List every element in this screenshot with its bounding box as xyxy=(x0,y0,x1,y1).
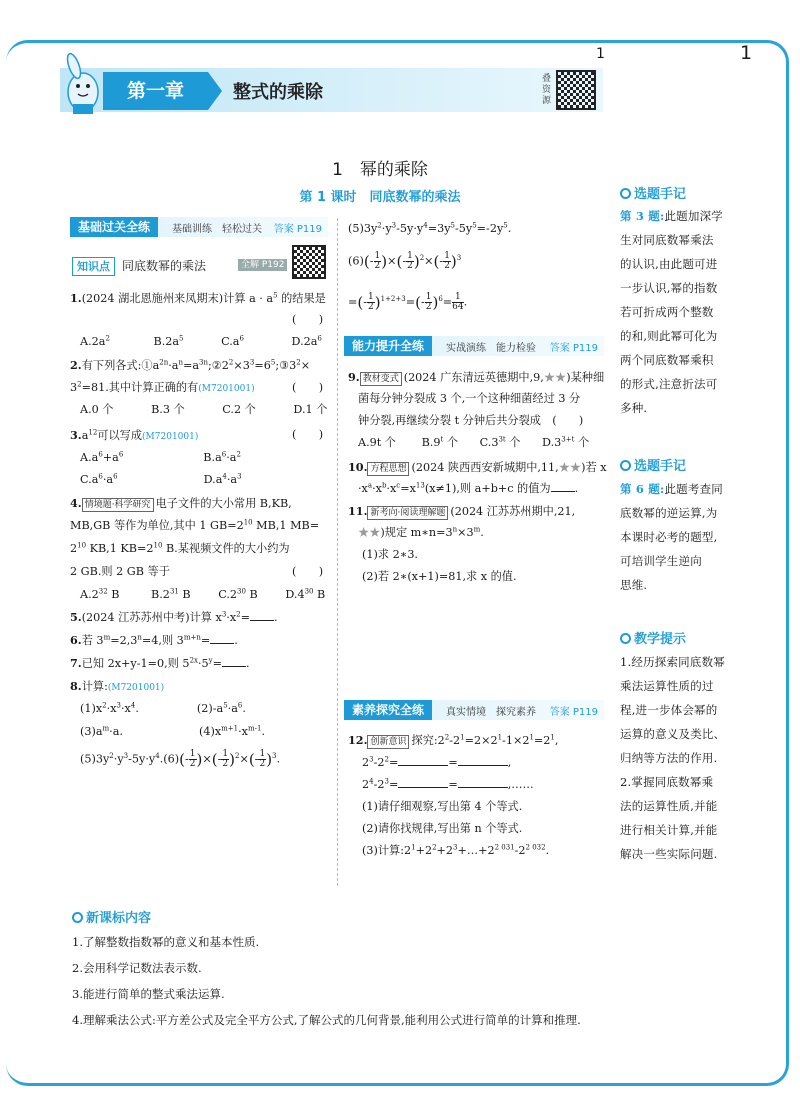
q9-l2: 菌每分钟分裂成 3 个,一个这种细菌经过 3 分 xyxy=(358,392,581,405)
q7: 7.已知 2x+y-1=0,则 $5^{2x}\cdot 5^y=$ . xyxy=(70,656,250,670)
note3-line7: 进行相关计算,并能 xyxy=(620,823,718,837)
note3-line8: 解决一些实际问题. xyxy=(620,847,718,861)
note1-title: 选题手记 xyxy=(620,183,686,202)
q11-part2: (2)若 2∗(x+1)=81,求 x 的值. xyxy=(362,570,517,583)
column-divider xyxy=(337,218,338,886)
basic-tag: 基础过关全练 xyxy=(70,217,158,237)
knowledge-name: 同底数幂的乘法 xyxy=(122,259,207,273)
note3-line6: 法的运算性质,并能 xyxy=(620,799,718,813)
ability-bar xyxy=(344,336,604,356)
note3-line3: 运算的意义及类比、 xyxy=(620,727,726,741)
q12-l3: $2^4-2^3=$ = ,…… xyxy=(362,777,534,791)
q3-paren: ( ) xyxy=(292,428,324,441)
note2-line3: 可培训学生逆向 xyxy=(620,554,702,568)
note-icon xyxy=(620,188,631,199)
note2-title: 选题手记 xyxy=(620,455,686,474)
note3-line2: 程,进一步体会幂的 xyxy=(620,703,718,717)
q5: 5.(2024 江苏苏州中考)计算 $x^3\cdot x^2=$ . xyxy=(70,610,278,624)
q1: 1.(2024 湖北恩施州来凤期末)计算 $a \cdot a^5$ 的结果是 xyxy=(70,291,326,305)
q3-options-2: $C.a^6\cdot a^6$ $D.a^4\cdot a^3$ xyxy=(80,472,242,486)
q4-options: $A.2^{32}$ B $B.2^{31}$ B $C.2^{30}$ B $D.4^{30}$ B xyxy=(80,587,326,601)
note-icon xyxy=(620,460,631,471)
qr-code-icon[interactable] xyxy=(292,245,326,279)
curriculum-item: 3.能进行简单的整式乘法运算. xyxy=(72,987,225,1001)
inquiry-bar xyxy=(344,700,604,720)
note1-line5: 的和,则此幂可化为 xyxy=(620,329,718,343)
note3-line0: 1.经历探索同底数幂 xyxy=(620,655,725,669)
q8-row2: $(3)a^m\cdot a$. $(4)x^{m+1}\cdot x^{m-1}$. xyxy=(80,724,266,738)
note1-line1: 生对同底数幂乘法 xyxy=(620,233,714,247)
note2-line4: 思维. xyxy=(620,578,648,592)
q4: 4. 情境题·科学研究 电子文件的大小常用 B,KB, xyxy=(70,496,292,510)
full-solution-ref[interactable]: 全解 P192 xyxy=(238,259,287,271)
q2-options: A.0 个 B.3 个 C.2 个 D.1 个 xyxy=(80,403,328,416)
note1-line7: 的形式,注意折法可 xyxy=(620,377,718,391)
q12-part1: (1)请仔细观察,写出第 4 个等式. xyxy=(362,800,523,813)
curriculum-item: 4.理解乘法公式:平方差公式及完全平方公式,了解公式的几何背景,能利用公式进行简单的计算和推理. xyxy=(72,1013,581,1027)
q4-l4: 2 GB.则 2 GB 等于 xyxy=(70,565,170,578)
chapter-title: 整式的乘除 xyxy=(233,82,323,103)
note3-title: 教学提示 xyxy=(620,628,686,647)
inquiry-answer-ref[interactable]: 答案 P119 xyxy=(549,707,598,718)
q11-l2: ★★)规定 $m∗n=3^n\times 3^m$. xyxy=(358,525,484,539)
lesson-title: 第 1 课时 同底数幂的乘法 xyxy=(299,190,461,205)
q2-paren: ( ) xyxy=(292,381,324,394)
q4-l2: MB,GB 等作为单位,其中 1 $GB=2^{10}$ MB,1 MB= xyxy=(70,518,320,532)
q12-part2: (2)请你找规律,写出第 n 个等式. xyxy=(362,822,523,835)
q10-l2: $\cdot x^a\cdot x^b\cdot x^c=x^{13}(x\ne 1)$,则 a+b+c 的值为 . xyxy=(358,481,579,495)
page-number-small: 1 xyxy=(596,46,605,62)
note1-line2: 的认识,由此题可进 xyxy=(620,257,718,271)
qr-caption: 叠资源 xyxy=(542,74,552,106)
q1-paren: ( ) xyxy=(292,313,324,326)
note3-line5: 2.掌握同底数幂乘 xyxy=(620,775,714,789)
q10: 10. 方程思想 (2024 陕西西安新城期中,11,★★)若 x xyxy=(348,460,607,474)
basic-answer-ref[interactable]: 答案 P119 xyxy=(273,224,322,235)
q4-paren: ( ) xyxy=(292,565,324,578)
q4-l3: $2^{10}$ KB,1 $KB=2^{10}$ B.某视频文件的大小约为 xyxy=(70,541,290,555)
q9-l3: 钟分裂,再继续分裂 t 分钟后共分裂成 ( ) xyxy=(358,414,584,427)
q12-l2: $2^3-2^2=$ = , xyxy=(362,755,512,769)
note-icon xyxy=(72,912,83,923)
curriculum-item: 2.会用科学记数法表示数. xyxy=(72,961,202,975)
q1-options: $A.2a^2$ $B.2a^5$ $C.a^6$ $D.2a^6$ xyxy=(80,334,322,348)
q6: 6.若 $3^m=2,3^n=4$,则 $3^{m+n}=$ . xyxy=(70,633,238,647)
sol5: $(5)3y^2\cdot y^3-5y\cdot y^4=3y^5-5y^5=-2y^5$. xyxy=(348,221,512,235)
note1-line8: 多种. xyxy=(620,401,648,415)
note2-line2: 本课时必考的题型, xyxy=(620,530,718,544)
inquiry-sub: 真实情境 探究素养 xyxy=(446,707,536,718)
curriculum-item: 1.了解整数指数幂的意义和基本性质. xyxy=(72,935,260,949)
ability-tag: 能力提升全练 xyxy=(344,336,432,356)
mascot-icon xyxy=(60,52,106,120)
note3-line4: 归纳等方法的作用. xyxy=(620,751,718,765)
basic-sub: 基础训练 轻松过关 xyxy=(172,224,262,235)
q2: 2.有下列各式$:①a^{2n}\cdot a^n=a^{3n};②2^2\times 3^3=6^5;③3^2\times$ xyxy=(70,358,311,372)
q9: 9. 教材变式 (2024 广东清远英德期中,9,★★)某种细 xyxy=(348,370,605,384)
chapter-label: 第一章 xyxy=(103,72,208,110)
q11-part1: (1)求 2∗3. xyxy=(362,548,418,561)
note2-line1: 底数幂的逆运算,为 xyxy=(620,506,718,520)
ability-sub: 实战演练 能力检验 xyxy=(446,343,536,354)
note-icon xyxy=(620,633,631,644)
note2-line0: 第 6 题:此题考查同 xyxy=(620,482,723,496)
qr-code-icon[interactable] xyxy=(556,70,596,110)
q8-row3: $(5)3y^2\cdot y^3-5y\cdot y^4.(6)(-$ $\frac{1}{2}$ )×(- $\frac{1}{2}$ )$^2$×(- $\frac{1}{2}$ )$^3$. xyxy=(80,749,281,769)
ability-answer-ref[interactable]: 答案 P119 xyxy=(549,343,598,354)
page-number-large: 1 xyxy=(740,42,753,64)
curriculum-title: 新课标内容 xyxy=(72,907,151,926)
chapter-arrow xyxy=(208,72,222,110)
q8-row1: $(1)x^2\cdot x^3\cdot x^4$. $(2)-a^5\cdot a^6$. xyxy=(80,701,246,715)
q11: 11. 新考向·阅读理解题 (2024 江苏苏州期中,21, xyxy=(348,504,576,518)
inquiry-tag: 素养探究全练 xyxy=(344,700,432,720)
note3-line1: 乘法运算性质的过 xyxy=(620,679,714,693)
q2-cont: $3^2=81$.其中计算正确的有(M7201001) xyxy=(70,380,255,394)
sol6: (6)(- $\frac{1}{2}$ )×(- $\frac{1}{2}$ )$^2$×(- $\frac{1}{2}$ )$^3$ xyxy=(348,251,462,271)
section-title: 1 幂的乘除 xyxy=(332,160,428,180)
sol6-result: =(- $\frac{1}{2}$ )$^{1+2+3}$=(- $\frac{1}{2}$ )$^6$= $\frac{1}{64}$ . xyxy=(348,292,468,312)
q3: $3.a^{12}$可以写成(M7201001) xyxy=(70,428,199,442)
note1-line0: 第 3 题:此题加深学 xyxy=(620,209,723,223)
q12-part3: (3)计算$:2^1+2^2+2^3+\dots+2^{2 031}-2^{2 032}$. xyxy=(362,843,550,857)
q8: 8.计算:(M7201001) xyxy=(70,679,165,693)
knowledge-tag: 知识点 xyxy=(72,257,115,276)
q3-options-1: $A.a^6+a^6$ $B.a^6\cdot a^2$ xyxy=(80,450,241,464)
note1-line3: 一步认识,幂的指数 xyxy=(620,281,718,295)
basic-bar xyxy=(70,217,328,237)
q12: 12. 创新意识 探究$:2^2-2^1=2\times 2^1-1\times 2^1=2^1$, xyxy=(348,733,559,747)
note1-line4: 若可折成两个整数 xyxy=(620,305,714,319)
q9-options: A.9t 个 B.9$^t$ 个 $C.3^{3t}$ 个 $D.3^{3+t}$ 个 xyxy=(358,435,590,449)
note1-line6: 两个同底数幂乘积 xyxy=(620,353,714,367)
